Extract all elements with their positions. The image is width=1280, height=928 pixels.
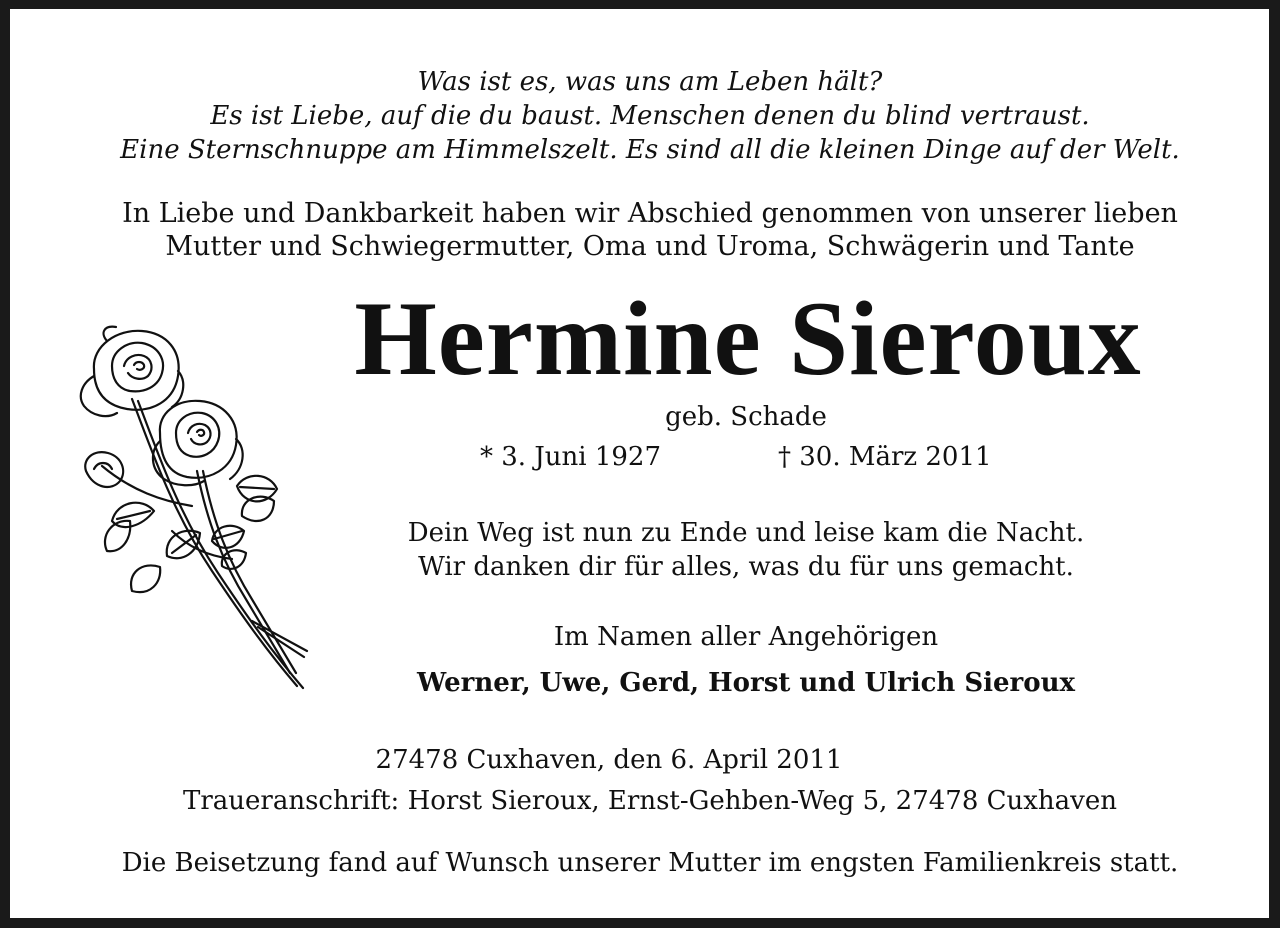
poem-line-1: Was ist es, was uns am Leben hält? <box>417 67 883 97</box>
maiden-name: geb. Schade <box>665 402 827 432</box>
burial-note: Die Beisetzung fand auf Wunsch unserer Mutter im engsten Familienkreis statt. <box>121 848 1179 878</box>
intro-line-2: Mutter und Schwiegermutter, Oma und Uroma, Schwägerin und Tante <box>165 231 1135 262</box>
deceased-name: Hermine Sieroux <box>354 280 1142 397</box>
intro-line-1: In Liebe und Dankbarkeit haben wir Abschied genommen von unserer lieben <box>122 198 1178 229</box>
mourning-address: Traueranschrift: Horst Sieroux, Ernst-Gehben-Weg 5, 27478 Cuxhaven <box>183 786 1117 816</box>
roses-icon <box>72 321 322 701</box>
poem-line-2: Es ist Liebe, auf die du baust. Menschen denen du blind vertraust. <box>210 101 1090 131</box>
verse-line-2: Wir danken dir für alles, was du für uns gemacht. <box>418 552 1074 582</box>
place-date: 27478 Cuxhaven, den 6. April 2011 <box>375 745 843 775</box>
family-names: Werner, Uwe, Gerd, Horst und Ulrich Sieroux <box>417 668 1075 698</box>
verse-line-1: Dein Weg ist nun zu Ende und leise kam die Nacht. <box>407 518 1085 548</box>
death-date: † 30. März 2011 <box>778 442 992 472</box>
poem-line-3: Eine Sternschnuppe am Himmelszelt. Es sind all die kleinen Dinge auf der Welt. <box>120 135 1180 165</box>
birth-date: * 3. Juni 1927 <box>480 442 661 472</box>
family-intro: Im Namen aller Angehörigen <box>553 622 939 652</box>
